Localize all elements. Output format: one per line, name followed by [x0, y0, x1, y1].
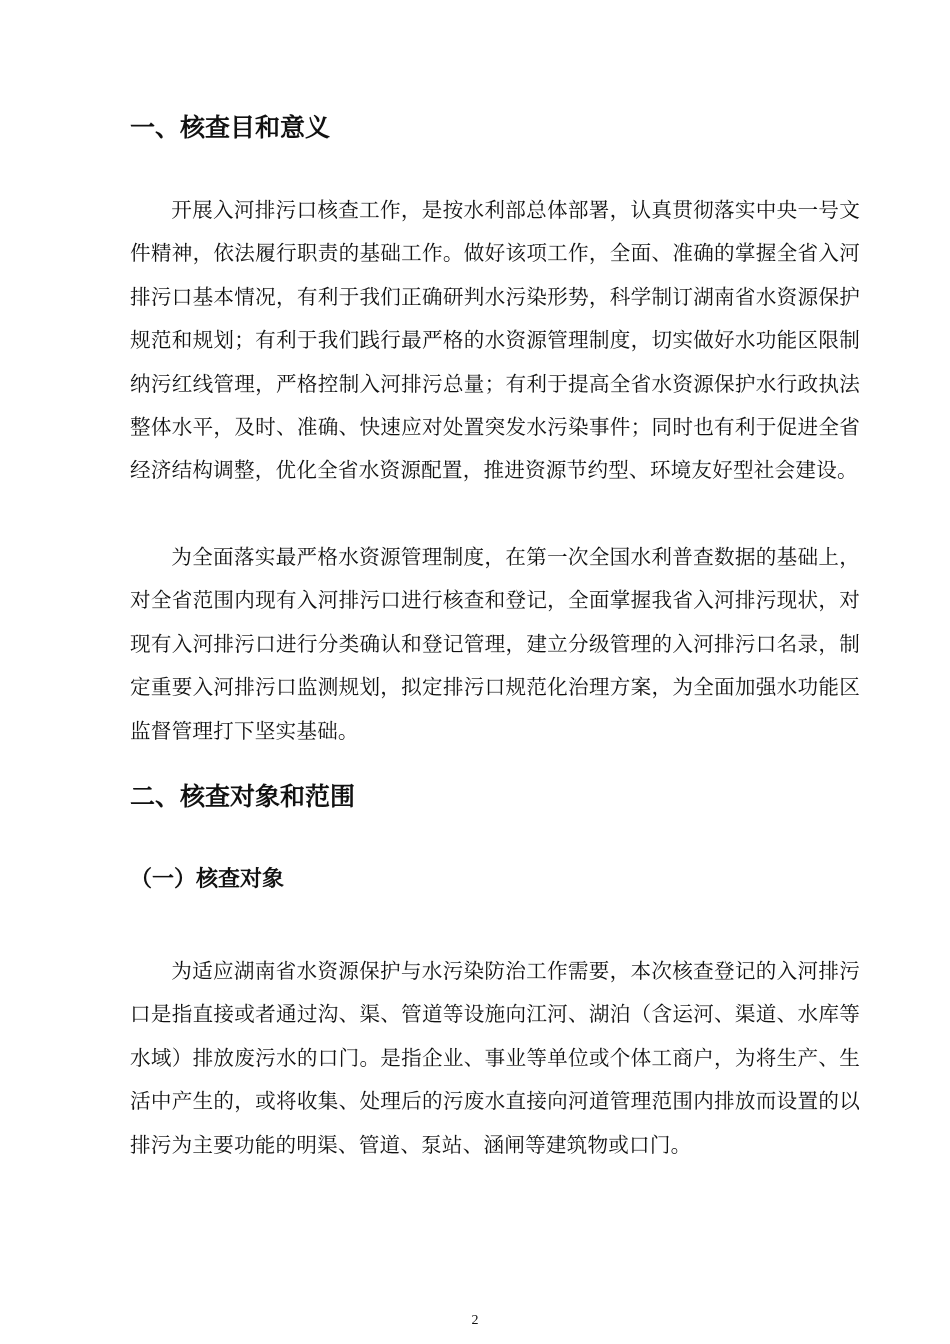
- section-heading-purpose: 一、核查目和意义: [130, 113, 331, 142]
- paragraph-purpose-1: 开展入河排污口核查工作，是按水利部总体部署，认真贯彻落实中央一号文件精神，依法履行职责的基础工作。做好该项工作，全面、准确的掌握全省入河排污口基本情况，有利于我们正确研判水污染形势，科学制订湖南省水资源保护规范和规划；有利于我们践行最严格的水资源管理制度，切实做好水功能区限制纳污红线管理，严格控制入河排污总量；有利于提高全省水资源保护水行政执法整体水平，及时、准确、快速应对处置突发水污染事件；同时也有利于促进全省经济结构调整，优化全省水资源配置，推进资源节约型、环境友好型社会建设。: [130, 198, 860, 483]
- paragraph-objects-1: 为适应湖南省水资源保护与水污染防治工作需要，本次核查登记的入河排污口是指直接或者通过沟、渠、管道等设施向江河、湖泊（含运河、渠道、水库等水域）排放废污水的口门。是指企业、事业等单位或个体工商户，为将生产、生活中产生的，或将收集、处理后的污废水直接向河道管理范围内排放而设置的以排污为主要功能的明渠、管道、泵站、涵闸等建筑物或口门。: [130, 959, 860, 1157]
- subsection-heading-objects: （一）核查对象: [130, 867, 285, 892]
- paragraph-purpose-2: 为全面落实最严格水资源管理制度，在第一次全国水利普查数据的基础上，对全省范围内现有入河排污口进行核查和登记，全面掌握我省入河排污现状，对现有入河排污口进行分类确认和登记管理，建立分级管理的入河排污口名录，制定重要入河排污口监测规划，拟定排污口规范化治理方案，为全面加强水功能区监督管理打下坚实基础。: [130, 545, 860, 743]
- section-heading-scope: 二、核查对象和范围: [130, 782, 356, 811]
- page-number: 2: [471, 1313, 479, 1328]
